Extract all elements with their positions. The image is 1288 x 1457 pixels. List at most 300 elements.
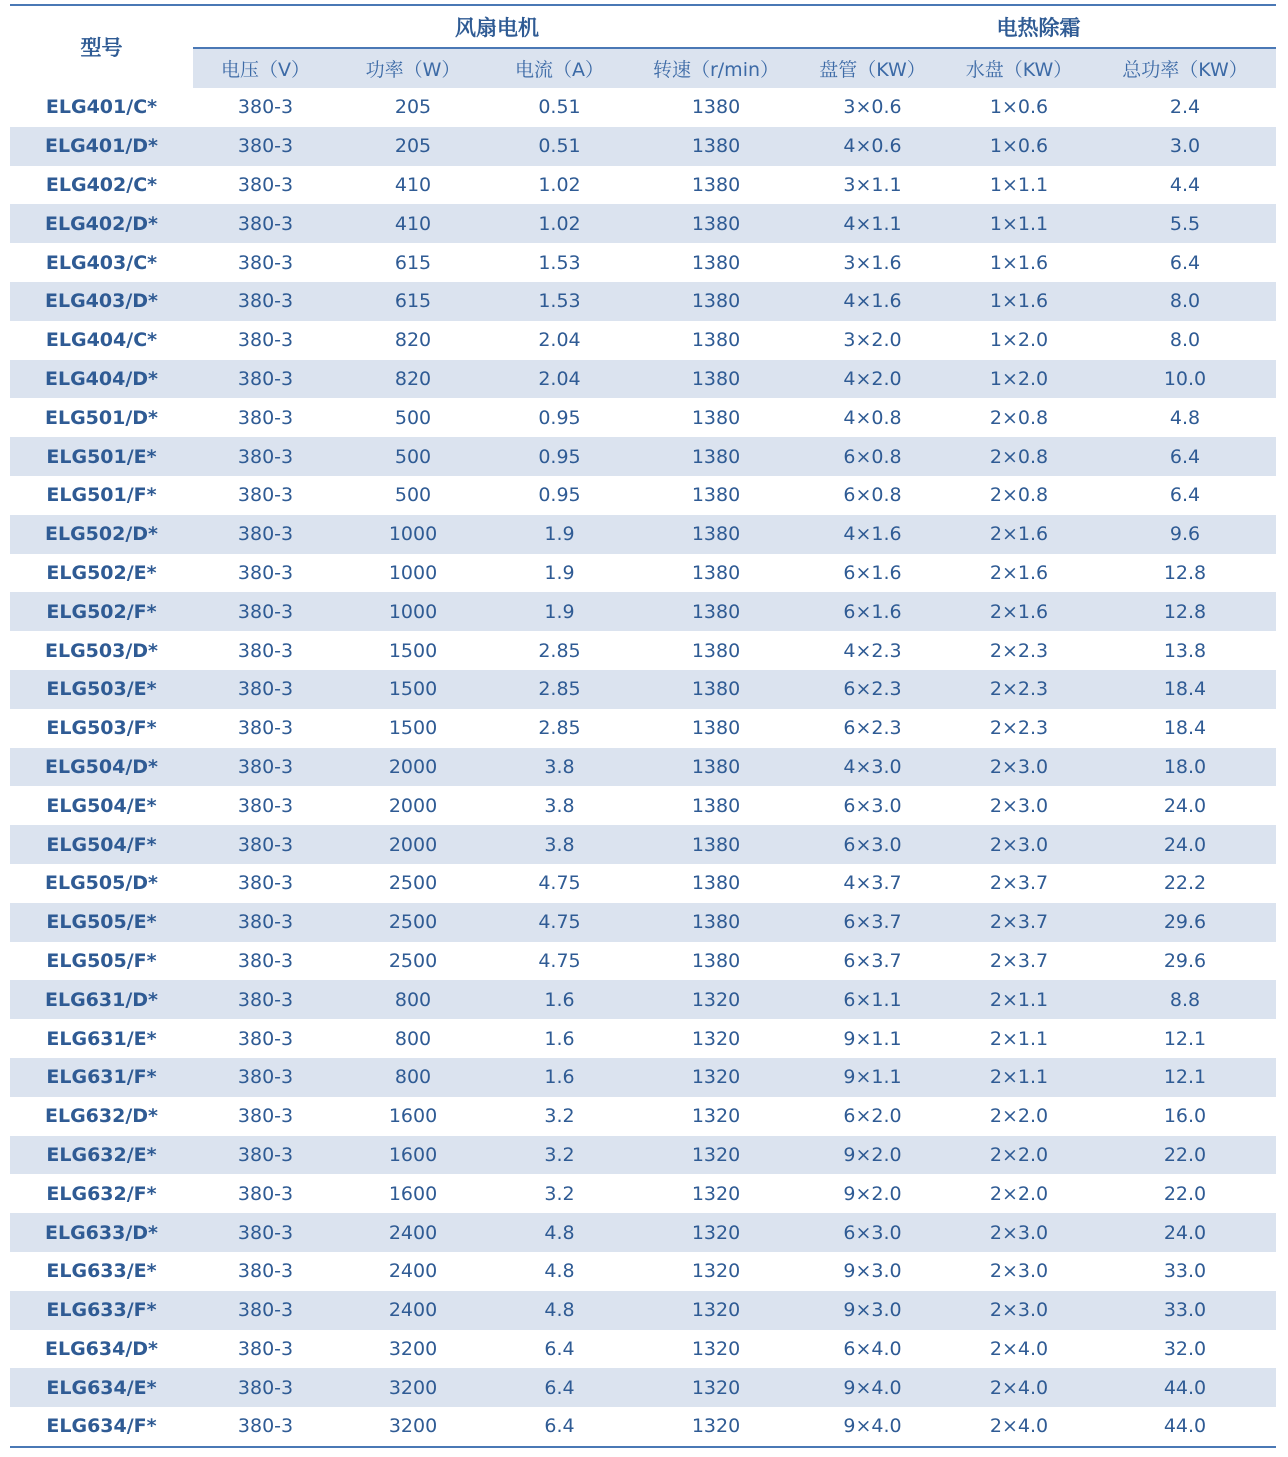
drip-tray-cell: 2×4.0 bbox=[944, 1330, 1094, 1369]
voltage-cell: 380-3 bbox=[193, 1407, 338, 1446]
model-cell: ELG401/C* bbox=[10, 88, 193, 127]
total-power-cell: 8.8 bbox=[1094, 980, 1276, 1019]
drip-tray-cell: 2×1.6 bbox=[944, 554, 1094, 593]
coil-cell: 9×2.0 bbox=[801, 1174, 944, 1213]
power-cell: 500 bbox=[338, 437, 488, 476]
speed-cell: 1380 bbox=[631, 515, 801, 554]
speed-cell: 1380 bbox=[631, 709, 801, 748]
drip-tray-cell: 2×3.0 bbox=[944, 748, 1094, 787]
model-cell: ELG403/D* bbox=[10, 282, 193, 321]
total-power-cell: 32.0 bbox=[1094, 1330, 1276, 1369]
power-cell: 2400 bbox=[338, 1213, 488, 1252]
table-row bbox=[10, 554, 1276, 593]
total-power-cell: 12.8 bbox=[1094, 592, 1276, 631]
power-cell: 3200 bbox=[338, 1330, 488, 1369]
voltage-cell: 380-3 bbox=[193, 631, 338, 670]
model-cell: ELG631/E* bbox=[10, 1019, 193, 1058]
voltage-cell: 380-3 bbox=[193, 709, 338, 748]
current-cell: 2.85 bbox=[488, 709, 631, 748]
total-power-cell: 22.0 bbox=[1094, 1136, 1276, 1175]
voltage-cell: 380-3 bbox=[193, 1330, 338, 1369]
power-cell: 1500 bbox=[338, 631, 488, 670]
power-cell: 800 bbox=[338, 980, 488, 1019]
total-power-cell: 2.4 bbox=[1094, 88, 1276, 127]
table-row bbox=[10, 709, 1276, 748]
voltage-cell: 380-3 bbox=[193, 980, 338, 1019]
coil-cell: 6×2.3 bbox=[801, 709, 944, 748]
coil-cell: 4×1.1 bbox=[801, 204, 944, 243]
speed-cell: 1320 bbox=[631, 1058, 801, 1097]
speed-cell: 1380 bbox=[631, 903, 801, 942]
current-cell: 3.2 bbox=[488, 1174, 631, 1213]
column-header-total-power: 总功率（KW） bbox=[1094, 48, 1276, 88]
speed-cell: 1380 bbox=[631, 748, 801, 787]
speed-cell: 1380 bbox=[631, 127, 801, 166]
table-row bbox=[10, 903, 1276, 942]
drip-tray-cell: 1×0.6 bbox=[944, 88, 1094, 127]
current-cell: 6.4 bbox=[488, 1330, 631, 1369]
table-row bbox=[10, 243, 1276, 282]
model-cell: ELG504/E* bbox=[10, 786, 193, 825]
power-cell: 1000 bbox=[338, 554, 488, 593]
current-cell: 4.8 bbox=[488, 1291, 631, 1330]
table-row bbox=[10, 398, 1276, 437]
drip-tray-cell: 2×0.8 bbox=[944, 476, 1094, 515]
power-cell: 410 bbox=[338, 204, 488, 243]
speed-cell: 1380 bbox=[631, 166, 801, 205]
total-power-cell: 33.0 bbox=[1094, 1252, 1276, 1291]
speed-cell: 1320 bbox=[631, 1097, 801, 1136]
model-cell: ELG503/D* bbox=[10, 631, 193, 670]
table-row bbox=[10, 1136, 1276, 1175]
speed-cell: 1320 bbox=[631, 1368, 801, 1407]
drip-tray-cell: 2×1.6 bbox=[944, 592, 1094, 631]
speed-cell: 1320 bbox=[631, 1291, 801, 1330]
table-row bbox=[10, 1174, 1276, 1213]
current-cell: 4.75 bbox=[488, 903, 631, 942]
drip-tray-cell: 2×3.0 bbox=[944, 786, 1094, 825]
model-cell: ELG402/C* bbox=[10, 166, 193, 205]
voltage-cell: 380-3 bbox=[193, 748, 338, 787]
drip-tray-cell: 2×4.0 bbox=[944, 1407, 1094, 1446]
drip-tray-cell: 2×2.0 bbox=[944, 1136, 1094, 1175]
speed-cell: 1320 bbox=[631, 1174, 801, 1213]
coil-cell: 4×0.8 bbox=[801, 398, 944, 437]
model-cell: ELG504/D* bbox=[10, 748, 193, 787]
voltage-cell: 380-3 bbox=[193, 204, 338, 243]
drip-tray-cell: 2×0.8 bbox=[944, 437, 1094, 476]
coil-cell: 6×0.8 bbox=[801, 476, 944, 515]
current-cell: 1.6 bbox=[488, 1058, 631, 1097]
current-cell: 1.9 bbox=[488, 554, 631, 593]
current-cell: 3.8 bbox=[488, 825, 631, 864]
table-row bbox=[10, 786, 1276, 825]
model-cell: ELG633/D* bbox=[10, 1213, 193, 1252]
power-cell: 2000 bbox=[338, 825, 488, 864]
voltage-cell: 380-3 bbox=[193, 903, 338, 942]
voltage-cell: 380-3 bbox=[193, 127, 338, 166]
model-cell: ELG631/F* bbox=[10, 1058, 193, 1097]
voltage-cell: 380-3 bbox=[193, 398, 338, 437]
table-body bbox=[10, 88, 1276, 1446]
current-cell: 0.95 bbox=[488, 437, 631, 476]
coil-cell: 6×3.7 bbox=[801, 903, 944, 942]
table-row bbox=[10, 1019, 1276, 1058]
current-cell: 4.8 bbox=[488, 1213, 631, 1252]
current-cell: 1.02 bbox=[488, 204, 631, 243]
model-cell: ELG632/D* bbox=[10, 1097, 193, 1136]
voltage-cell: 380-3 bbox=[193, 360, 338, 399]
voltage-cell: 380-3 bbox=[193, 243, 338, 282]
power-cell: 1600 bbox=[338, 1174, 488, 1213]
power-cell: 410 bbox=[338, 166, 488, 205]
speed-cell: 1380 bbox=[631, 864, 801, 903]
table-row bbox=[10, 127, 1276, 166]
current-cell: 3.2 bbox=[488, 1136, 631, 1175]
drip-tray-cell: 2×1.1 bbox=[944, 1058, 1094, 1097]
drip-tray-cell: 2×1.6 bbox=[944, 515, 1094, 554]
power-cell: 1500 bbox=[338, 709, 488, 748]
coil-cell: 6×3.0 bbox=[801, 786, 944, 825]
table-row bbox=[10, 1213, 1276, 1252]
power-cell: 2000 bbox=[338, 748, 488, 787]
total-power-cell: 24.0 bbox=[1094, 786, 1276, 825]
voltage-cell: 380-3 bbox=[193, 476, 338, 515]
voltage-cell: 380-3 bbox=[193, 166, 338, 205]
coil-cell: 9×1.1 bbox=[801, 1019, 944, 1058]
current-cell: 0.95 bbox=[488, 476, 631, 515]
column-header-drip-tray: 水盘（KW） bbox=[944, 48, 1094, 88]
model-cell: ELG501/E* bbox=[10, 437, 193, 476]
total-power-cell: 24.0 bbox=[1094, 825, 1276, 864]
power-cell: 205 bbox=[338, 127, 488, 166]
coil-cell: 9×4.0 bbox=[801, 1407, 944, 1446]
table-row bbox=[10, 1368, 1276, 1407]
speed-cell: 1380 bbox=[631, 825, 801, 864]
voltage-cell: 380-3 bbox=[193, 515, 338, 554]
power-cell: 2400 bbox=[338, 1252, 488, 1291]
speed-cell: 1380 bbox=[631, 554, 801, 593]
current-cell: 1.6 bbox=[488, 980, 631, 1019]
current-cell: 0.95 bbox=[488, 398, 631, 437]
table-row bbox=[10, 670, 1276, 709]
voltage-cell: 380-3 bbox=[193, 1291, 338, 1330]
drip-tray-cell: 2×0.8 bbox=[944, 398, 1094, 437]
drip-tray-cell: 2×1.1 bbox=[944, 1019, 1094, 1058]
table-row bbox=[10, 631, 1276, 670]
coil-cell: 6×3.0 bbox=[801, 1213, 944, 1252]
coil-cell: 9×1.1 bbox=[801, 1058, 944, 1097]
model-cell: ELG401/D* bbox=[10, 127, 193, 166]
speed-cell: 1380 bbox=[631, 631, 801, 670]
drip-tray-cell: 2×3.0 bbox=[944, 1213, 1094, 1252]
power-cell: 205 bbox=[338, 88, 488, 127]
speed-cell: 1320 bbox=[631, 1252, 801, 1291]
voltage-cell: 380-3 bbox=[193, 321, 338, 360]
bottom-rule bbox=[10, 1446, 1276, 1448]
drip-tray-cell: 1×1.6 bbox=[944, 282, 1094, 321]
table-row bbox=[10, 321, 1276, 360]
coil-cell: 4×2.0 bbox=[801, 360, 944, 399]
spec-table bbox=[10, 6, 1276, 1446]
total-power-cell: 6.4 bbox=[1094, 437, 1276, 476]
total-power-cell: 4.8 bbox=[1094, 398, 1276, 437]
current-cell: 1.9 bbox=[488, 515, 631, 554]
power-cell: 3200 bbox=[338, 1407, 488, 1446]
total-power-cell: 29.6 bbox=[1094, 903, 1276, 942]
current-cell: 1.9 bbox=[488, 592, 631, 631]
coil-cell: 6×4.0 bbox=[801, 1330, 944, 1369]
total-power-cell: 44.0 bbox=[1094, 1407, 1276, 1446]
column-header-coil: 盘管（KW） bbox=[801, 48, 944, 88]
current-cell: 6.4 bbox=[488, 1368, 631, 1407]
power-cell: 820 bbox=[338, 321, 488, 360]
current-cell: 2.85 bbox=[488, 631, 631, 670]
model-cell: ELG502/D* bbox=[10, 515, 193, 554]
power-cell: 615 bbox=[338, 243, 488, 282]
spec-table-sheet bbox=[10, 4, 1276, 1448]
column-header-speed: 转速（r/min） bbox=[631, 48, 801, 88]
drip-tray-cell: 1×0.6 bbox=[944, 127, 1094, 166]
drip-tray-cell: 1×1.6 bbox=[944, 243, 1094, 282]
model-cell: ELG632/E* bbox=[10, 1136, 193, 1175]
power-cell: 2400 bbox=[338, 1291, 488, 1330]
model-cell: ELG501/D* bbox=[10, 398, 193, 437]
table-row bbox=[10, 204, 1276, 243]
power-cell: 2500 bbox=[338, 903, 488, 942]
table-header bbox=[10, 6, 1276, 88]
table-row bbox=[10, 476, 1276, 515]
drip-tray-cell: 2×1.1 bbox=[944, 980, 1094, 1019]
speed-cell: 1320 bbox=[631, 1019, 801, 1058]
current-cell: 2.85 bbox=[488, 670, 631, 709]
column-header-power: 功率（W） bbox=[338, 48, 488, 88]
voltage-cell: 380-3 bbox=[193, 786, 338, 825]
speed-cell: 1320 bbox=[631, 1407, 801, 1446]
model-cell: ELG633/F* bbox=[10, 1291, 193, 1330]
table-row bbox=[10, 825, 1276, 864]
table-row bbox=[10, 1407, 1276, 1446]
table-row bbox=[10, 437, 1276, 476]
model-cell: ELG634/E* bbox=[10, 1368, 193, 1407]
voltage-cell: 380-3 bbox=[193, 592, 338, 631]
table-row bbox=[10, 980, 1276, 1019]
total-power-cell: 16.0 bbox=[1094, 1097, 1276, 1136]
power-cell: 2500 bbox=[338, 864, 488, 903]
table-row bbox=[10, 1252, 1276, 1291]
total-power-cell: 8.0 bbox=[1094, 282, 1276, 321]
speed-cell: 1380 bbox=[631, 243, 801, 282]
column-header-voltage: 电压（V） bbox=[193, 48, 338, 88]
drip-tray-cell: 1×1.1 bbox=[944, 204, 1094, 243]
coil-cell: 9×2.0 bbox=[801, 1136, 944, 1175]
speed-cell: 1380 bbox=[631, 88, 801, 127]
model-cell: ELG404/C* bbox=[10, 321, 193, 360]
coil-cell: 9×3.0 bbox=[801, 1291, 944, 1330]
drip-tray-cell: 2×3.0 bbox=[944, 1291, 1094, 1330]
coil-cell: 3×2.0 bbox=[801, 321, 944, 360]
drip-tray-cell: 2×3.7 bbox=[944, 942, 1094, 981]
total-power-cell: 12.8 bbox=[1094, 554, 1276, 593]
current-cell: 1.53 bbox=[488, 282, 631, 321]
drip-tray-cell: 1×2.0 bbox=[944, 360, 1094, 399]
voltage-cell: 380-3 bbox=[193, 825, 338, 864]
voltage-cell: 380-3 bbox=[193, 864, 338, 903]
model-cell: ELG633/E* bbox=[10, 1252, 193, 1291]
drip-tray-cell: 2×4.0 bbox=[944, 1368, 1094, 1407]
voltage-cell: 380-3 bbox=[193, 1174, 338, 1213]
voltage-cell: 380-3 bbox=[193, 1213, 338, 1252]
model-cell: ELG634/D* bbox=[10, 1330, 193, 1369]
drip-tray-cell: 2×2.0 bbox=[944, 1097, 1094, 1136]
power-cell: 3200 bbox=[338, 1368, 488, 1407]
coil-cell: 4×1.6 bbox=[801, 282, 944, 321]
speed-cell: 1380 bbox=[631, 437, 801, 476]
model-cell: ELG503/F* bbox=[10, 709, 193, 748]
drip-tray-cell: 2×3.7 bbox=[944, 903, 1094, 942]
drip-tray-cell: 2×2.3 bbox=[944, 709, 1094, 748]
total-power-cell: 12.1 bbox=[1094, 1019, 1276, 1058]
voltage-cell: 380-3 bbox=[193, 1368, 338, 1407]
table-row bbox=[10, 1097, 1276, 1136]
coil-cell: 6×0.8 bbox=[801, 437, 944, 476]
coil-cell: 6×1.6 bbox=[801, 592, 944, 631]
coil-cell: 6×3.0 bbox=[801, 825, 944, 864]
model-cell: ELG403/C* bbox=[10, 243, 193, 282]
model-cell: ELG505/E* bbox=[10, 903, 193, 942]
total-power-cell: 44.0 bbox=[1094, 1368, 1276, 1407]
power-cell: 1500 bbox=[338, 670, 488, 709]
total-power-cell: 22.2 bbox=[1094, 864, 1276, 903]
speed-cell: 1320 bbox=[631, 1136, 801, 1175]
speed-cell: 1380 bbox=[631, 360, 801, 399]
model-cell: ELG505/F* bbox=[10, 942, 193, 981]
speed-cell: 1320 bbox=[631, 1330, 801, 1369]
table-row bbox=[10, 360, 1276, 399]
drip-tray-cell: 2×3.0 bbox=[944, 1252, 1094, 1291]
model-cell: ELG501/F* bbox=[10, 476, 193, 515]
power-cell: 2000 bbox=[338, 786, 488, 825]
total-power-cell: 12.1 bbox=[1094, 1058, 1276, 1097]
current-cell: 4.75 bbox=[488, 942, 631, 981]
voltage-cell: 380-3 bbox=[193, 942, 338, 981]
drip-tray-cell: 2×2.3 bbox=[944, 631, 1094, 670]
speed-cell: 1380 bbox=[631, 476, 801, 515]
coil-cell: 3×0.6 bbox=[801, 88, 944, 127]
current-cell: 3.8 bbox=[488, 786, 631, 825]
table-row bbox=[10, 1291, 1276, 1330]
coil-cell: 3×1.6 bbox=[801, 243, 944, 282]
total-power-cell: 3.0 bbox=[1094, 127, 1276, 166]
voltage-cell: 380-3 bbox=[193, 670, 338, 709]
coil-cell: 6×1.6 bbox=[801, 554, 944, 593]
column-header-current: 电流（A） bbox=[488, 48, 631, 88]
current-cell: 1.6 bbox=[488, 1019, 631, 1058]
electric-defrost-group-header: 电热除霜 bbox=[801, 6, 1276, 48]
table-row bbox=[10, 515, 1276, 554]
current-cell: 0.51 bbox=[488, 88, 631, 127]
voltage-cell: 380-3 bbox=[193, 554, 338, 593]
coil-cell: 6×2.0 bbox=[801, 1097, 944, 1136]
drip-tray-cell: 2×2.0 bbox=[944, 1174, 1094, 1213]
drip-tray-cell: 2×3.0 bbox=[944, 825, 1094, 864]
total-power-cell: 24.0 bbox=[1094, 1213, 1276, 1252]
total-power-cell: 33.0 bbox=[1094, 1291, 1276, 1330]
drip-tray-cell: 2×2.3 bbox=[944, 670, 1094, 709]
coil-cell: 4×2.3 bbox=[801, 631, 944, 670]
power-cell: 500 bbox=[338, 398, 488, 437]
table-row bbox=[10, 88, 1276, 127]
current-cell: 1.53 bbox=[488, 243, 631, 282]
coil-cell: 3×1.1 bbox=[801, 166, 944, 205]
total-power-cell: 18.4 bbox=[1094, 670, 1276, 709]
total-power-cell: 18.4 bbox=[1094, 709, 1276, 748]
coil-cell: 6×1.1 bbox=[801, 980, 944, 1019]
model-cell: ELG505/D* bbox=[10, 864, 193, 903]
speed-cell: 1380 bbox=[631, 282, 801, 321]
coil-cell: 9×3.0 bbox=[801, 1252, 944, 1291]
power-cell: 1600 bbox=[338, 1136, 488, 1175]
power-cell: 800 bbox=[338, 1058, 488, 1097]
current-cell: 2.04 bbox=[488, 321, 631, 360]
coil-cell: 6×3.7 bbox=[801, 942, 944, 981]
power-cell: 615 bbox=[338, 282, 488, 321]
model-cell: ELG634/F* bbox=[10, 1407, 193, 1446]
voltage-cell: 380-3 bbox=[193, 1097, 338, 1136]
model-cell: ELG502/E* bbox=[10, 554, 193, 593]
total-power-cell: 5.5 bbox=[1094, 204, 1276, 243]
model-cell: ELG504/F* bbox=[10, 825, 193, 864]
speed-cell: 1380 bbox=[631, 592, 801, 631]
speed-cell: 1320 bbox=[631, 1213, 801, 1252]
model-cell: ELG631/D* bbox=[10, 980, 193, 1019]
speed-cell: 1380 bbox=[631, 398, 801, 437]
table-row bbox=[10, 942, 1276, 981]
speed-cell: 1380 bbox=[631, 321, 801, 360]
coil-cell: 4×0.6 bbox=[801, 127, 944, 166]
current-cell: 2.04 bbox=[488, 360, 631, 399]
voltage-cell: 380-3 bbox=[193, 1058, 338, 1097]
coil-cell: 4×3.0 bbox=[801, 748, 944, 787]
power-cell: 500 bbox=[338, 476, 488, 515]
total-power-cell: 6.4 bbox=[1094, 243, 1276, 282]
model-cell: ELG404/D* bbox=[10, 360, 193, 399]
drip-tray-cell: 1×2.0 bbox=[944, 321, 1094, 360]
total-power-cell: 8.0 bbox=[1094, 321, 1276, 360]
table-row bbox=[10, 282, 1276, 321]
table-row bbox=[10, 1058, 1276, 1097]
model-column-header: 型号 bbox=[80, 36, 123, 60]
total-power-cell: 10.0 bbox=[1094, 360, 1276, 399]
voltage-cell: 380-3 bbox=[193, 1019, 338, 1058]
total-power-cell: 9.6 bbox=[1094, 515, 1276, 554]
table-row bbox=[10, 592, 1276, 631]
coil-cell: 4×3.7 bbox=[801, 864, 944, 903]
coil-cell: 9×4.0 bbox=[801, 1368, 944, 1407]
power-cell: 1000 bbox=[338, 592, 488, 631]
total-power-cell: 4.4 bbox=[1094, 166, 1276, 205]
model-cell: ELG632/F* bbox=[10, 1174, 193, 1213]
voltage-cell: 380-3 bbox=[193, 88, 338, 127]
current-cell: 4.75 bbox=[488, 864, 631, 903]
speed-cell: 1380 bbox=[631, 204, 801, 243]
table-row bbox=[10, 864, 1276, 903]
table-row bbox=[10, 748, 1276, 787]
speed-cell: 1320 bbox=[631, 980, 801, 1019]
total-power-cell: 18.0 bbox=[1094, 748, 1276, 787]
current-cell: 3.8 bbox=[488, 748, 631, 787]
voltage-cell: 380-3 bbox=[193, 437, 338, 476]
